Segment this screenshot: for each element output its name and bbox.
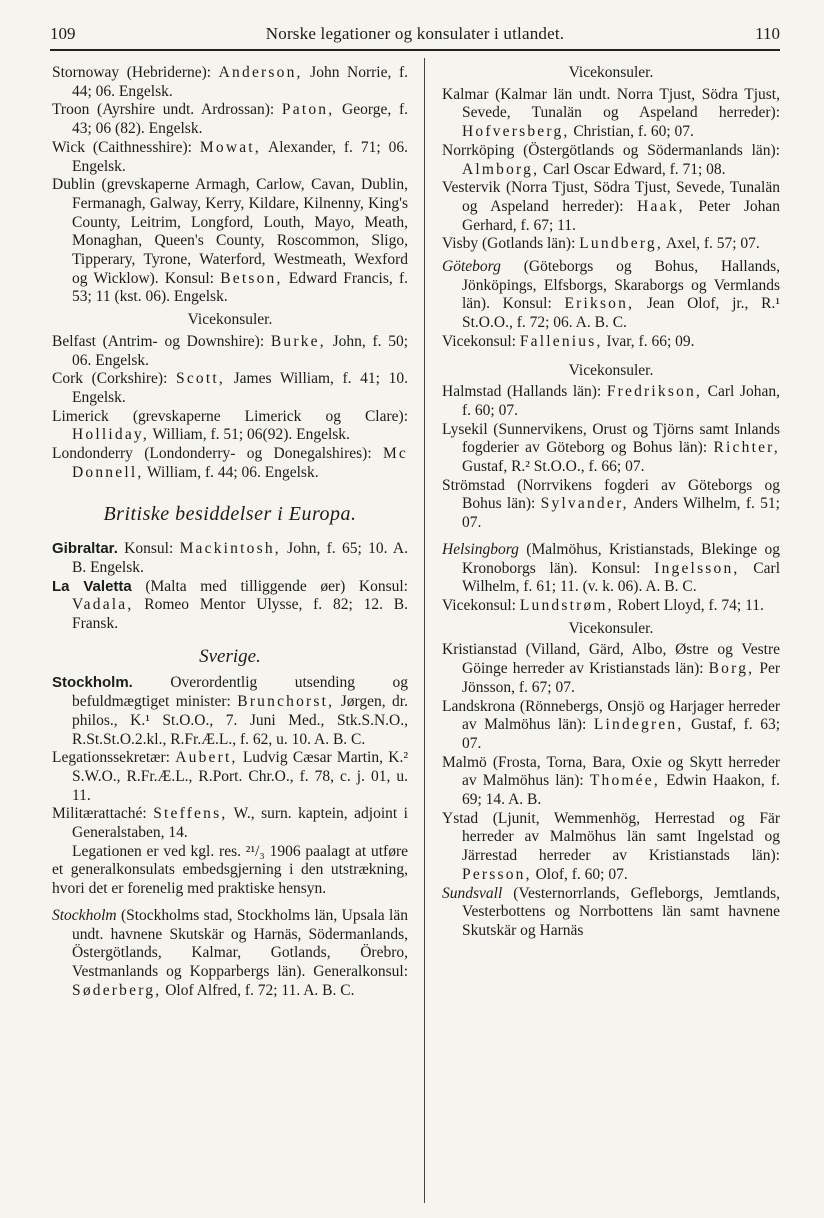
section-heading-sverige: Sverige.: [199, 645, 261, 667]
entry-vestervik: Vestervik (Norra Tjust, Södra Tjust, Sevede, Tunalän og Aspeland herreder): Haak, Peter Johan Gerhard, f. 67; 11.: [442, 179, 780, 234]
entry-goteborg-vicekonsul: Vicekonsul: Fallenius, Ivar, f. 66; 09.: [442, 332, 695, 350]
vicekonsuler-heading: Vicekonsuler.: [568, 361, 654, 379]
entry-stockholm-generalkonsul: Stockholm (Stockholms stad, Stockholms län, Upsala län undt. havnene Skutskär og Harnäs, Södermanlands, Östergötlands, Kalmar, Gotlands, Örebro, Vestmanlands og Kopparbergs län). Generalkonsul: Søderberg, Olof Alfred, f. 72; 11. A. B. C.: [52, 906, 408, 999]
legation-note: Legationen er ved kgl. res. ²¹/₃ 1906 paalagt at utføre et generalkonsulats embedsgjerning i den utstrækning, hvori det er forenelig med praktiske hensyn.: [52, 842, 408, 898]
entry-wick: Wick (Caithnesshire): Mowat, Alexander, f. 71; 06. Engelsk.: [52, 138, 408, 175]
entry-stockholm-minister: Stockholm. Overordentlig utsending og befuldmægtiget minister: Brunchorst, Jørgen, dr. philos., K.¹ St.O.O., 7. Juni Med., Stk.S.N.O., R.St.St.O.2.kl., R.Fr.Æ.L., f. 62, u. 10. A. B. C.: [52, 674, 408, 748]
entry-stornoway: Stornoway (Hebriderne): Anderson, John Norrie, f. 44; 06. Engelsk.: [52, 64, 408, 100]
column-divider: [424, 58, 425, 1203]
vicekonsuler-heading: Vicekonsuler.: [187, 311, 273, 329]
entry-cork: Cork (Corkshire): Scott, James William, f. 41; 10. Engelsk.: [52, 370, 408, 406]
page-title: Norske legationer og konsulater i utlandet.: [265, 24, 565, 43]
right-column: [442, 64, 780, 941]
entry-troon: Troon (Ayrshire undt. Ardrossan): Paton, George, f. 43; 06 (82). Engelsk.: [52, 101, 408, 138]
entry-kristianstad: Kristianstad (Villand, Gärd, Albo, Østre og Vestre Göinge herreder av Kristianstads län): Borg, Per Jönsson, f. 67; 07.: [442, 641, 780, 696]
entry-visby: Visby (Gotlands län): Lundberg, Axel, f. 57; 07.: [442, 235, 760, 253]
vicekonsuler-heading: Vicekonsuler.: [568, 619, 654, 637]
entry-ystad: Ystad (Ljunit, Wemmenhög, Herrestad og Fär herreder av Malmöhus län samt Ingelstad og Järrestad herreder av Kristianstads län): Persson, Olof, f. 60; 07.: [442, 809, 780, 883]
entry-limerick: Limerick (grevskaperne Limerick og Clare): Holliday, William, f. 51; 06(92). Engelsk.: [52, 407, 408, 444]
entry-militaerattache: Militærattaché: Steffens, W., surn. kaptein, adjoint i Generalstaben, 14.: [52, 805, 408, 842]
entry-la-valetta: La Valetta (Malta med tilliggende øer) Konsul: Vadala, Romeo Mentor Ulysse, f. 82; 12. B. Fransk.: [52, 577, 408, 632]
entry-stromstad: Strömstad (Norrvikens fogderi av Göteborgs og Bohus län): Sylvander, Anders Wilhelm, f. 51; 07.: [442, 476, 780, 532]
entry-kalmar: Kalmar (Kalmar län undt. Norra Tjust, Södra Tjust, Sevede, Tunalän og Aspeland herreder): Hofversberg, Christian, f. 60; 07.: [442, 85, 780, 141]
entry-malmo: Malmö (Frosta, Torna, Bara, Oxie og Skytt herreder av Malmöhus län): Thomée, Edwin Haakon, f. 69; 14. A. B.: [442, 753, 780, 809]
vicekonsuler-heading: Vicekonsuler.: [568, 64, 654, 81]
entry-landskrona: Landskrona (Rönnebergs, Onsjö og Harjager herreder av Malmöhus län): Lindegren, Gustaf, f. 63; 07.: [442, 697, 780, 752]
entry-belfast: Belfast (Antrim- og Downshire): Burke, John, f. 50; 06. Engelsk.: [52, 332, 408, 369]
entry-londonderry: Londonderry (Londonderry- og Donegalshires): Mc Donnell, William, f. 44; 06. Engelsk.: [52, 445, 408, 481]
page-number-left: 109: [50, 24, 76, 43]
entry-lysekil: Lysekil (Sunnervikens, Orust og Tjörns samt Inlands fogderier av Göteborg og Bohus län): Richter, Gustaf, R.² St.O.O., f. 66; 07.: [442, 420, 780, 476]
running-header: [50, 24, 780, 46]
header-rule: [50, 49, 780, 51]
entry-gibraltar: Gibraltar. Konsul: Mackintosh, John, f. 65; 10. A. B. Engelsk.: [52, 540, 408, 576]
left-column: [52, 64, 408, 1000]
entry-dublin: Dublin (grevskaperne Armagh, Carlow, Cavan, Dublin, Fermanagh, Galway, Kerry, Kildare, Kilnenny, King's County, Leitrim, Longford, Louth, Mayo, Meath, Monaghan, Queen's County, Roscommon, Sligo, Tipperary, Tyrone, Waterford, Westmeath, Wexford og Wicklow). Konsul: Betson, Edward Francis, f. 53; 11 (kst. 06). Engelsk.: [52, 176, 409, 306]
entry-norrkoping: Norrköping (Östergötlands og Södermanlands län): Almborg, Carl Oscar Edward, f. 71; 08.: [442, 141, 780, 178]
section-heading-britiske: Britiske besiddelser i Europa.: [103, 503, 357, 526]
entry-helsingborg: Helsingborg (Malmöhus, Kristianstads, Blekinge og Kronoborgs län). Konsul: Ingelsson, Carl Wilhelm, f. 61; 11. (v. k. 06). A. B. C.: [442, 540, 780, 596]
entry-helsingborg-vicekonsul: Vicekonsul: Lundstrøm, Robert Lloyd, f. 74; 11.: [442, 596, 764, 614]
entry-legationssekretaer: Legationssekretær: Aubert, Ludvig Cæsar Martin, K.² S.W.O., R.Fr.Æ.L., R.Port. Chr.O., f. 78, c. j. 01, u. 11.: [52, 749, 408, 804]
entry-halmstad: Halmstad (Hallands län): Fredrikson, Carl Johan, f. 60; 07.: [442, 383, 780, 419]
entry-sundsvall: Sundsvall (Vesternorrlands, Gefleborgs, Jemtlands, Vesterbottens og Norrbottens län samt havnene Skutskär og Harnäs: [442, 884, 780, 939]
entry-goteborg: Göteborg (Göteborgs og Bohus, Hallands, Jönköpings, Elfsborgs, Skaraborgs og Vermlands län). Konsul: Erikson, Jean Olof, jr., R.¹ St.O.O., f. 72; 06. A. B. C.: [442, 258, 780, 332]
page-number-right: 110: [755, 24, 780, 43]
